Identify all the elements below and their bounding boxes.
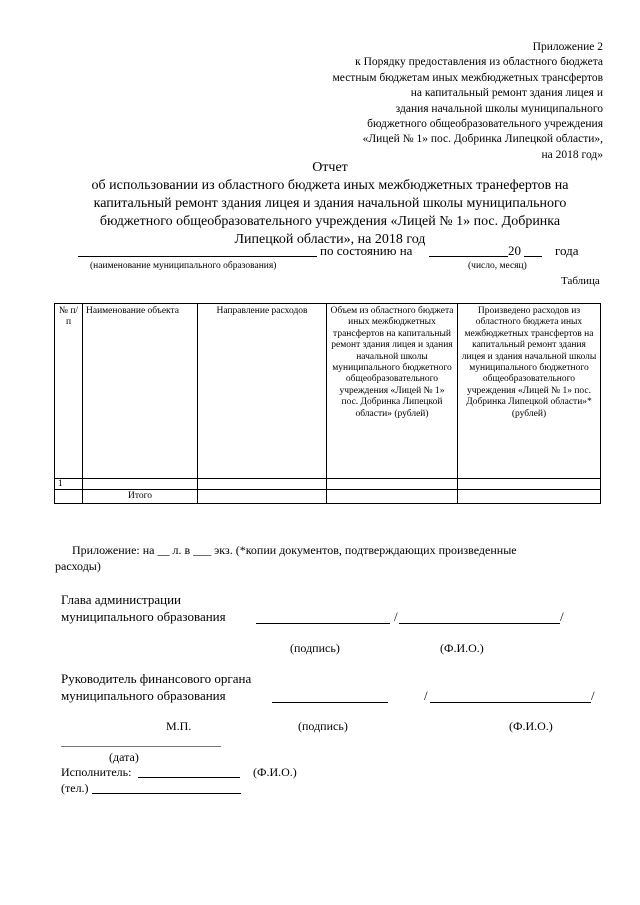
table-cell[interactable] [327, 479, 458, 490]
header-expense-direction: Направление расходов [198, 304, 327, 479]
table-cell[interactable] [327, 490, 458, 504]
table-label: Таблица [561, 275, 600, 287]
title-line: Липецкой области», на 2018 год [234, 232, 426, 247]
row-number: 1 [55, 479, 83, 490]
title-line: капитальный ремонт здания лицея и здания начальной школы муниципального [93, 196, 567, 211]
attachment-line: Приложение: на __ л. в ___ экз. (*копии документов, подтверждающих произведенные [72, 543, 517, 557]
annex-line: местным бюджетам иных межбюджетных трансфертов [332, 71, 603, 84]
table-row [55, 479, 601, 490]
table-total-row [55, 490, 601, 504]
year-suffix: года [555, 243, 579, 258]
finance-municipality: муниципального образования [61, 688, 226, 703]
year-blank[interactable] [524, 256, 542, 257]
title-line: об использовании из областного бюджета иных межбюджетных транефертов на [91, 178, 569, 193]
report-table [54, 303, 601, 504]
header-expenses-made: Произведено расходов из областного бюджета иных межбюджетных трансфертов на капитальный ремонт здания лицея и здания начальной школы муниципального бюджетного общеобразовательного учреждения «Лицей № 1» пос. Добринка Липецкой области»* (рублей) [458, 304, 601, 479]
caption-municipality: (наименование муниципального образования) [90, 261, 277, 271]
table-cell[interactable] [198, 490, 327, 504]
phone-line[interactable] [92, 793, 241, 794]
annex-header [300, 40, 603, 163]
annex-line: к Порядку предоставления из областного бюджета [355, 56, 603, 69]
total-label: Итого [83, 490, 198, 504]
title-line: бюджетного общеобразовательного учреждения «Лицей № 1» пос. Добринка [99, 214, 561, 229]
report-heading: Отчет [312, 160, 348, 175]
year-prefix: 20 [508, 243, 521, 258]
head-name-caption: (Ф.И.О.) [440, 641, 484, 655]
executor-label: Исполнитель: [61, 765, 132, 779]
header-number: № п/п [55, 304, 83, 479]
header-object-name: Наименование объекта [83, 304, 198, 479]
table-cell[interactable] [458, 490, 601, 504]
finance-name-line[interactable] [430, 702, 591, 703]
finance-signature-caption: (подпись) [298, 719, 348, 733]
finance-name-caption: (Ф.И.О.) [509, 719, 553, 733]
executor-name-caption: (Ф.И.О.) [253, 765, 297, 779]
annex-line: «Лицей № 1» пос. Добринка Липецкой области», [362, 133, 603, 146]
stamp-label: М.П. [166, 719, 192, 733]
annex-line: на капитальный ремонт здания лицея и [410, 87, 603, 100]
executor-line[interactable] [138, 777, 240, 778]
date-caption: (дата) [109, 750, 139, 764]
annex-line: здания начальной школы муниципального [395, 102, 603, 115]
municipality-blank[interactable] [78, 256, 317, 257]
date-line[interactable] [61, 746, 221, 747]
phone-label: (тел.) [61, 781, 89, 795]
annex-line: бюджетного общеобразовательного учреждения [367, 118, 603, 131]
caption-date: (число, месяц) [468, 261, 527, 271]
annex-line: на 2018 год» [541, 148, 603, 161]
report-title [40, 177, 620, 249]
finance-signature-line[interactable] [272, 702, 388, 703]
head-signature-caption: (подпись) [290, 641, 340, 655]
annex-line: Приложение 2 [532, 41, 603, 53]
head-title: Глава администрации [61, 592, 182, 607]
head-municipality: муниципального образования [61, 609, 226, 624]
date-blank[interactable] [429, 256, 508, 257]
table-cell [55, 490, 83, 504]
table-cell[interactable] [198, 479, 327, 490]
status-text: по состоянию на [320, 243, 413, 258]
head-name-line[interactable] [399, 623, 560, 624]
table-cell[interactable] [83, 479, 198, 490]
finance-title: Руководитель финансового органа [61, 671, 252, 686]
table-cell[interactable] [458, 479, 601, 490]
header-budget-volume: Объем из областного бюджета иных межбюджетных трансфертов на капитальный ремонт здания лицея и здания начальной школы муниципального бюджетного общеобразовательного учреждения «Лицей № 1» пос. Добринка Липецкой области» (рублей) [327, 304, 458, 479]
attachment-line: расходы) [55, 559, 101, 573]
table-header-row [55, 304, 601, 479]
head-signature-line[interactable] [256, 623, 390, 624]
